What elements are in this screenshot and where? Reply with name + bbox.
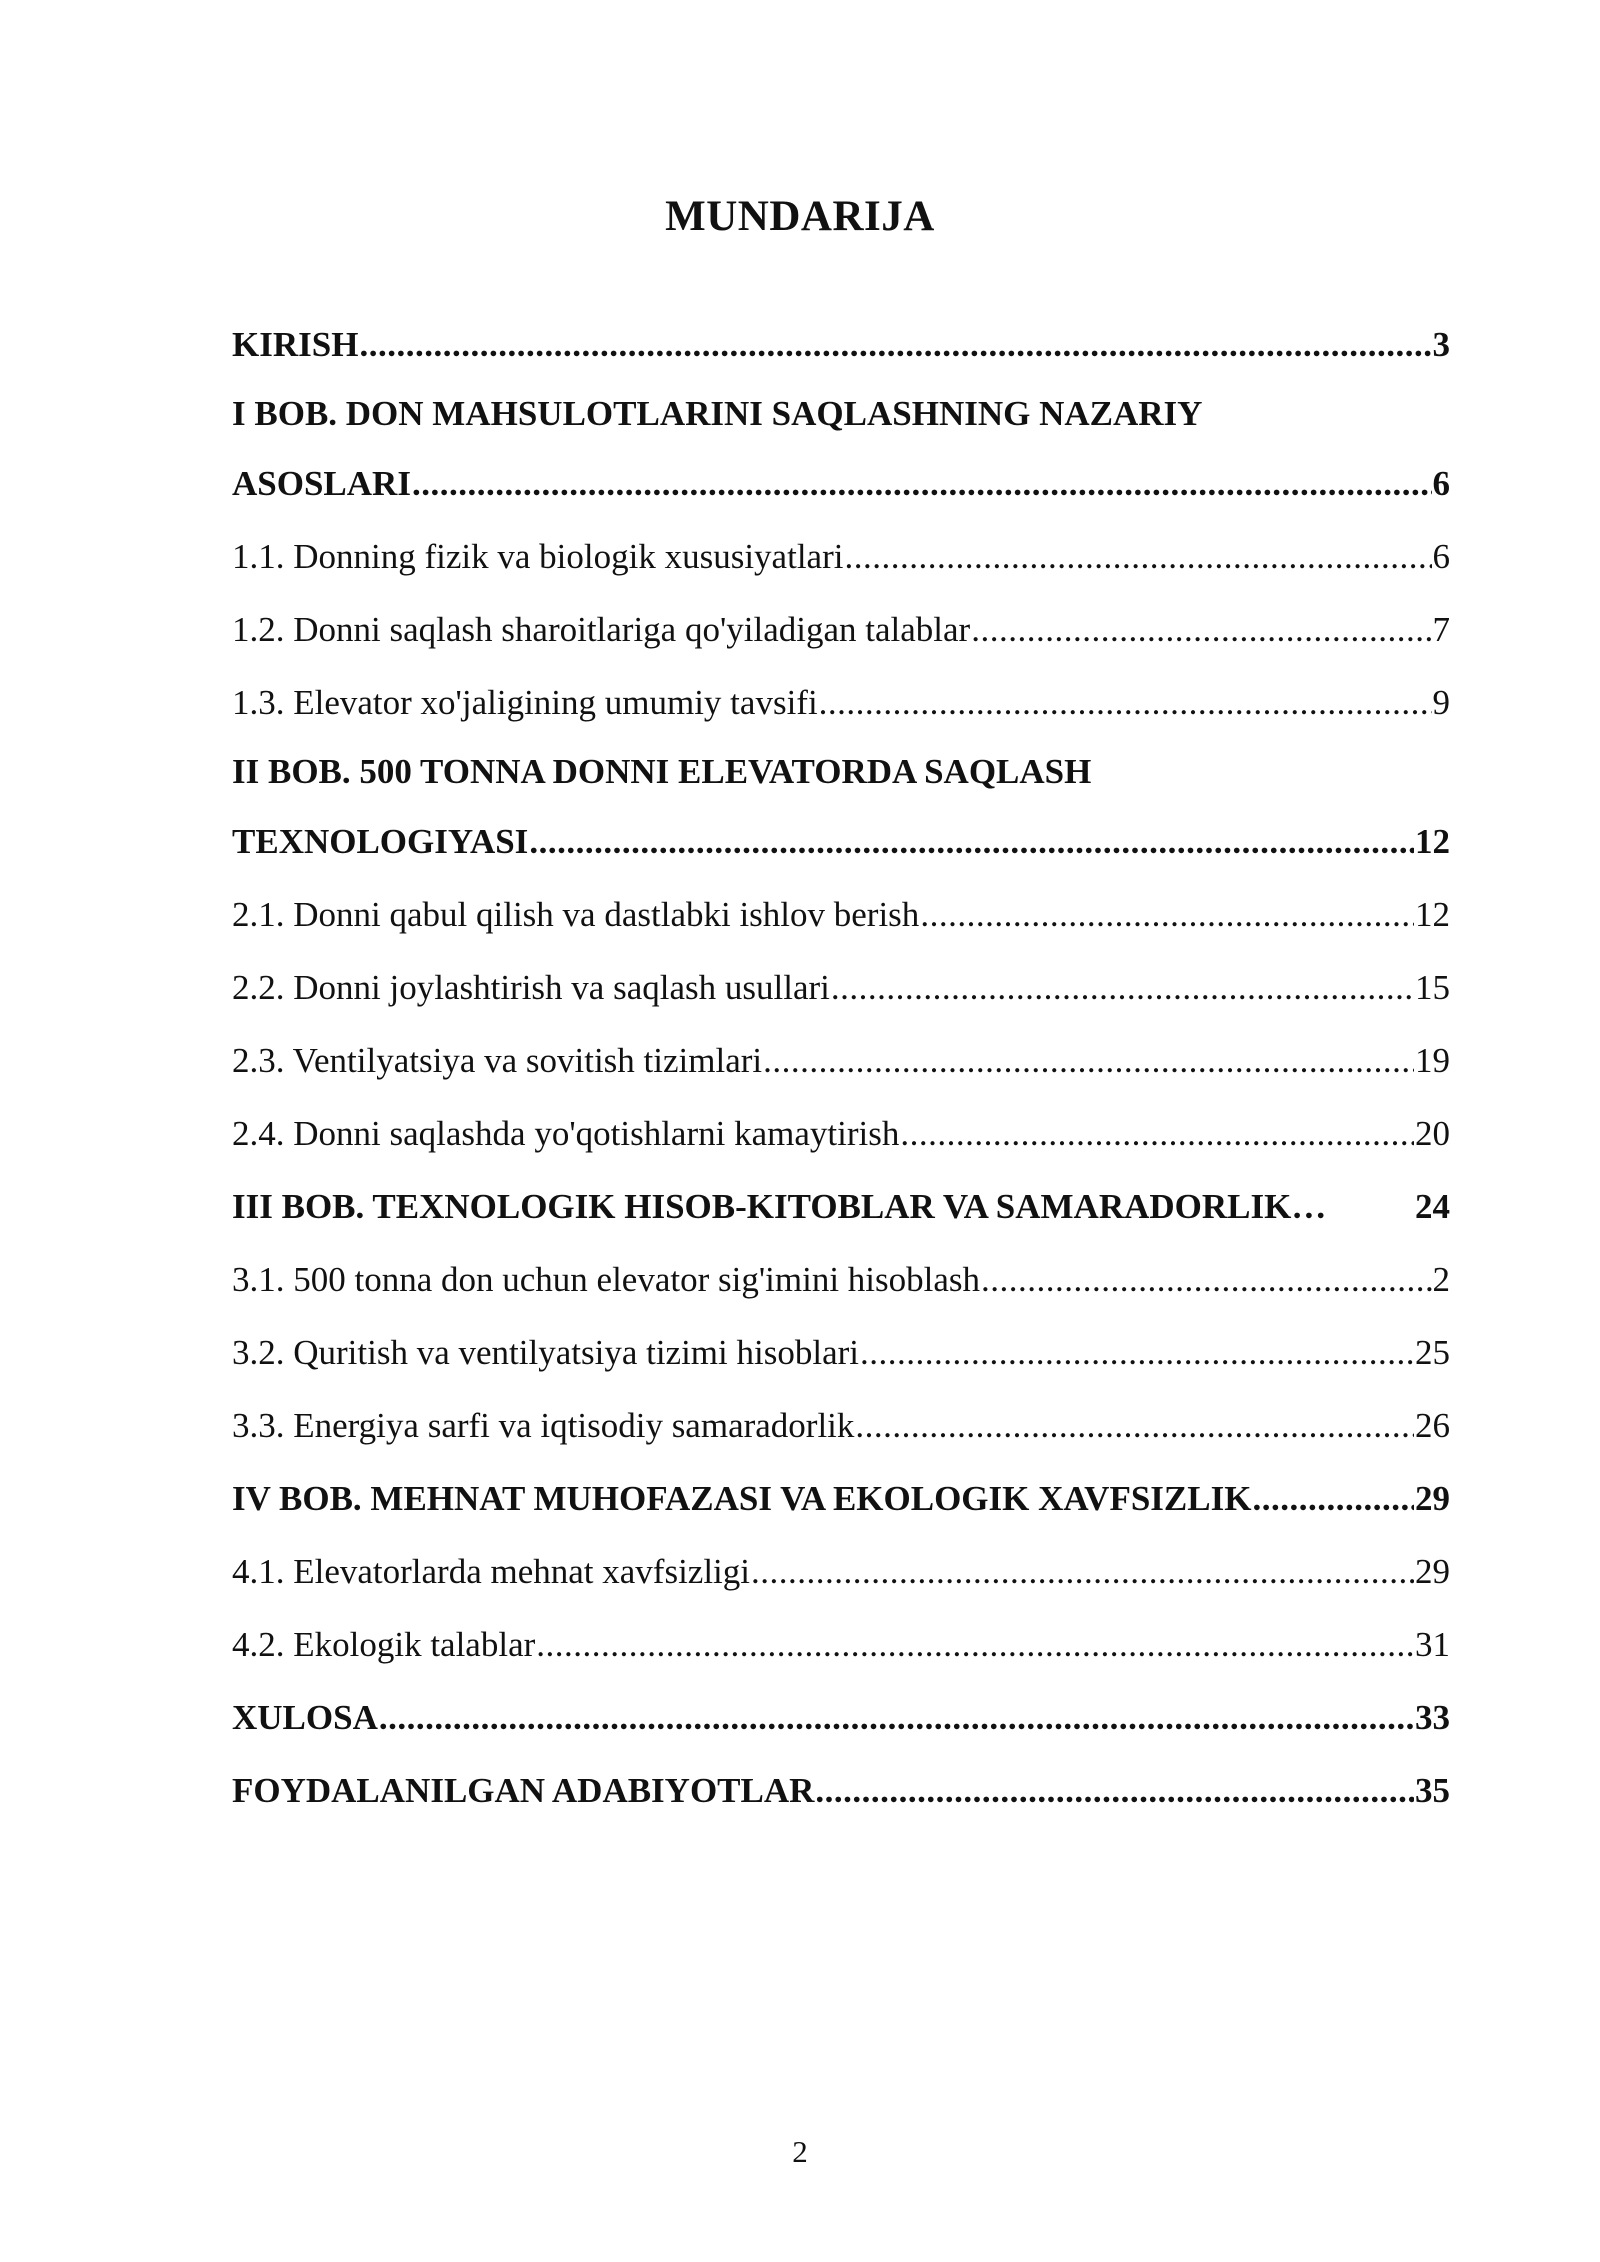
toc-entry-label: IV BOB. MEHNAT MUHOFAZASI VA EKOLOGIK XAVFSIZLIK [232,1479,1252,1518]
toc-entry-label: XULOSA [232,1698,378,1737]
toc-dot-leader [900,1097,1414,1170]
toc-entry-label: ASOSLARI [232,464,411,503]
toc-entry[interactable] [232,1316,1450,1389]
toc-entry-page: 7 [1432,610,1450,649]
toc-entry-label: 2.3. Ventilyatsiya va sovitish tizimlari [232,1041,763,1080]
toc-dot-leader [1252,1462,1414,1535]
toc-entry-page: 3 [1432,325,1450,364]
toc-entry-label: 4.1. Elevatorlarda mehnat xavfsizligi [232,1552,751,1591]
toc-dot-leader [763,1024,1414,1097]
toc-entry-page: 19 [1415,1041,1450,1080]
toc-dot-leader [819,666,1432,739]
toc-entry-page: 35 [1415,1771,1450,1810]
toc-entry-page: 20 [1415,1114,1450,1153]
toc-dot-leader [920,878,1414,951]
toc-entry-label: 3.1. 500 tonna don uchun elevator sig'imini hisoblash [232,1260,981,1299]
toc-entry[interactable] [232,1608,1450,1681]
toc-entry-label: III BOB. TEXNOLOGIK HISOB-KITOBLAR VA SAMARADORLIK… [232,1187,1327,1226]
toc-entry[interactable] [232,1389,1450,1462]
toc-dot-leader [412,447,1432,520]
toc-dot-leader [831,951,1414,1024]
toc-dot-leader [971,593,1431,666]
page-number: 2 [792,2134,808,2169]
toc-entry-page: 33 [1415,1698,1450,1737]
toc-entry[interactable] [232,1024,1450,1097]
toc-dot-leader [751,1535,1414,1608]
toc-dot-leader [359,308,1431,381]
toc-entry-label: 3.3. Energiya sarfi va iqtisodiy samaradorlik [232,1406,855,1445]
toc-entry-page: 26 [1415,1406,1450,1445]
toc-entry-label: TEXNOLOGIYASI [232,822,529,861]
toc-entry[interactable] [232,805,1450,878]
toc-entry-label: 1.2. Donni saqlash sharoitlariga qo'yiladigan talablar [232,610,971,649]
toc-entry-label: II BOB. 500 TONNA DONNI ELEVATORDA SAQLASH [232,752,1092,791]
toc-entry-label: 1.1. Donning fizik va biologik xususiyatlari [232,537,844,576]
toc-entry-label: 1.3. Elevator xo'jaligining umumiy tavsifi [232,683,818,722]
toc-entry[interactable] [232,1170,1450,1243]
toc-entry[interactable] [232,308,1450,381]
toc-dot-leader [815,1754,1414,1827]
toc-dot-leader [379,1681,1414,1754]
toc-entry-page: 6 [1432,537,1450,576]
toc-entry-page: 24 [1415,1187,1450,1226]
toc-entry-page: 15 [1415,968,1450,1007]
page-title: MUNDARIJA [665,193,935,240]
toc-entry-label: 2.2. Donni joylashtirish va saqlash usullari [232,968,830,1007]
toc-entry[interactable] [232,593,1450,666]
toc-entry[interactable] [232,951,1450,1024]
toc-dot-leader [855,1389,1414,1462]
toc-entry[interactable] [232,1754,1450,1827]
toc-entry[interactable] [232,447,1450,520]
toc-dot-leader [981,1243,1431,1316]
toc-entry[interactable] [232,1681,1450,1754]
toc-entry[interactable] [232,1243,1450,1316]
toc-entry[interactable] [232,739,1450,805]
toc-entry-page: 29 [1415,1479,1450,1518]
toc-entry-page: 25 [1415,1333,1450,1372]
toc-dot-leader [844,520,1431,593]
toc-entry[interactable] [232,1462,1450,1535]
toc-entry[interactable] [232,878,1450,951]
toc-dot-leader [529,805,1414,878]
toc-entry[interactable] [232,666,1450,739]
toc-entry-page: 9 [1432,683,1450,722]
toc-entry-page: 12 [1415,895,1450,934]
toc-entry-page: 6 [1432,464,1450,503]
toc-dot-leader [536,1608,1414,1681]
toc-entry-label: I BOB. DON MAHSULOTLARINI SAQLASHNING NAZARIY [232,394,1203,433]
table-of-contents [232,308,1450,1827]
toc-entry-label: FOYDALANILGAN ADABIYOTLAR [232,1771,815,1810]
toc-entry-page: 12 [1415,822,1450,861]
toc-entry[interactable] [232,1535,1450,1608]
toc-dot-leader [860,1316,1414,1389]
toc-entry-page: 2 [1432,1260,1450,1299]
toc-entry[interactable] [232,1097,1450,1170]
toc-entry[interactable] [232,381,1450,447]
toc-entry[interactable] [232,520,1450,593]
toc-entry-label: KIRISH [232,325,359,364]
toc-entry-label: 4.2. Ekologik talablar [232,1625,536,1664]
toc-entry-label: 2.1. Donni qabul qilish va dastlabki ishlov berish [232,895,920,934]
toc-entry-label: 2.4. Donni saqlashda yo'qotishlarni kamaytirish [232,1114,900,1153]
toc-entry-page: 29 [1415,1552,1450,1591]
toc-entry-page: 31 [1415,1625,1450,1664]
toc-entry-label: 3.2. Quritish va ventilyatsiya tizimi hisoblari [232,1333,859,1372]
